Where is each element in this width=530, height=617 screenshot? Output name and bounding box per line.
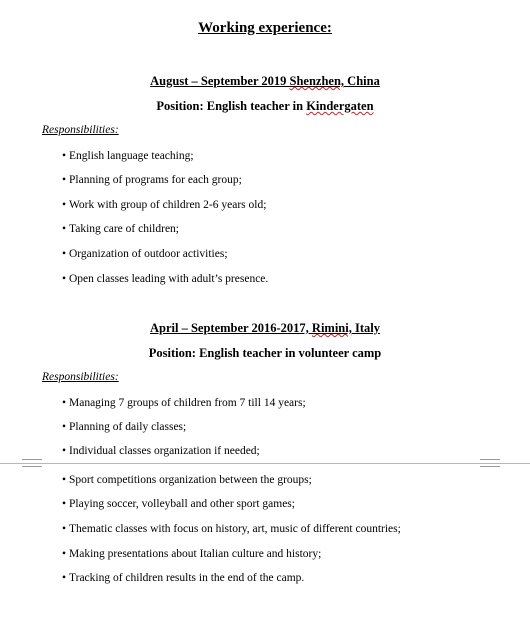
list-item-text: Making presentations about Italian culture and history; [69, 548, 322, 560]
bullet-icon: • [62, 273, 67, 285]
list-item [62, 548, 321, 560]
list-item [62, 223, 179, 235]
list-item [62, 474, 312, 486]
page-break-marker-right [480, 459, 500, 467]
job-2-responsibilities-heading: Responsibilities: [42, 371, 119, 383]
bullet-icon: • [62, 572, 67, 584]
list-item-text: Work with group of children 2-6 years old; [69, 199, 267, 211]
list-item [62, 199, 266, 211]
job-2-dates: April – September 2016-2017, Rimini, Italy [150, 321, 380, 335]
list-item-text: Tracking of children results in the end of the camp. [69, 572, 305, 584]
page-break-line [0, 463, 530, 464]
list-item [62, 273, 268, 285]
bullet-icon: • [62, 150, 67, 162]
list-item [62, 174, 242, 186]
list-item-text: Sport competitions organization between the groups; [69, 474, 312, 486]
list-item [62, 523, 401, 535]
bullet-icon: • [62, 498, 67, 510]
job-1-position: Position: English teacher in Kindergaten [156, 99, 374, 113]
list-item [62, 421, 186, 433]
list-item-text: Open classes leading with adult’s presence. [69, 273, 269, 285]
bullet-icon: • [62, 397, 67, 409]
list-item-text: Organization of outdoor activities; [69, 248, 228, 260]
spellcheck-flagged-word: Kindergaten [306, 99, 374, 113]
bullet-icon: • [62, 523, 67, 535]
job-2-position: Position: English teacher in volunteer camp [148, 346, 382, 360]
bullet-icon: • [62, 248, 67, 260]
job-1-responsibilities-heading: Responsibilities: [42, 124, 119, 136]
bullet-icon: • [62, 474, 67, 486]
list-item [62, 445, 260, 457]
list-item [62, 397, 306, 409]
list-item-text: Individual classes organization if needed; [69, 445, 260, 457]
page-title: Working experience: [198, 20, 332, 36]
list-item [62, 150, 194, 162]
bullet-icon: • [62, 421, 67, 433]
job-1-dates: August – September 2019 Shenzhen, China [150, 74, 380, 88]
bullet-icon: • [62, 548, 67, 560]
list-item-text: Playing soccer, volleyball and other sport games; [69, 498, 295, 510]
list-item-text: Taking care of children; [69, 223, 179, 235]
list-item-text: English language teaching; [69, 150, 194, 162]
bullet-icon: • [62, 199, 67, 211]
spellcheck-flagged-word: Shenzhen, [289, 74, 345, 88]
list-item [62, 572, 304, 584]
list-item-text: Thematic classes with focus on history, art, music of different countries; [69, 523, 401, 535]
spellcheck-flagged-word: Rimini, [311, 321, 352, 335]
list-item [62, 498, 295, 510]
list-item-text: Planning of daily classes; [69, 421, 187, 433]
list-item-text: Planning of programs for each group; [69, 174, 242, 186]
list-item-text: Managing 7 groups of children from 7 till 14 years; [69, 397, 306, 409]
list-item [62, 248, 228, 260]
page-break-marker-left [22, 459, 42, 467]
bullet-icon: • [62, 174, 67, 186]
bullet-icon: • [62, 223, 67, 235]
bullet-icon: • [62, 445, 67, 457]
